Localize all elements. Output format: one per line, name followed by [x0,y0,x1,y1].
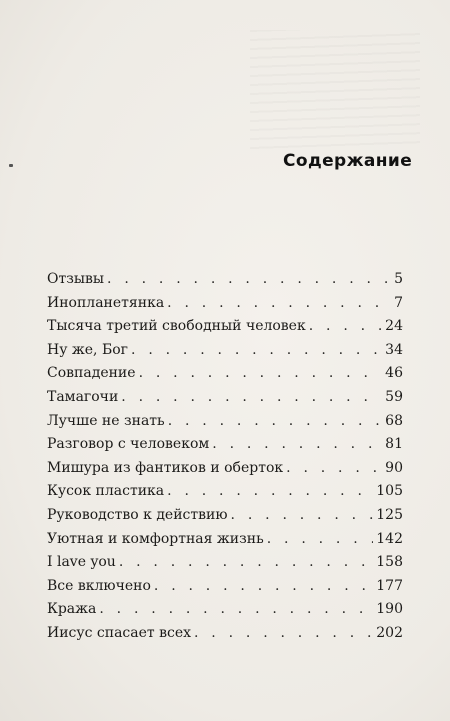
toc-entry-title: Иисус спасает всех [47,624,191,641]
toc-dot-leader [119,551,373,575]
toc-page-number: 105 [376,483,403,500]
ink-speck [9,164,13,167]
toc-entry-title: Мишура из фантиков и оберток [47,459,284,476]
bleed-through-texture [250,30,420,150]
toc-entry [47,292,403,316]
toc-dot-leader [309,315,382,339]
toc-page-number: 202 [376,624,403,641]
toc-entry-title: Тамагочи [47,388,119,405]
toc-entry-title: Ну же, Бог [47,341,129,358]
toc-page-number: 24 [385,318,403,335]
toc-page-number: 81 [385,436,403,453]
toc-entry [47,433,403,457]
toc-entry-title: Уютная и комфортная жизнь [47,530,264,547]
toc-page-number: 68 [385,412,403,429]
toc-dot-leader [231,504,374,528]
toc-list [47,268,403,646]
toc-entry [47,598,403,622]
toc-entry-title: Отзывы [47,271,105,287]
toc-dot-leader [131,339,382,363]
toc-dot-leader [167,480,373,504]
toc-page-number: 190 [376,601,403,618]
toc-page-number: 90 [385,459,403,476]
toc-dot-leader [99,598,373,622]
toc-dot-leader [267,528,374,552]
toc-page-number: 158 [376,554,403,571]
toc-entry-title: Лучше не знать [47,412,165,429]
toc-entry [47,480,403,504]
toc-dot-leader [167,292,391,316]
toc-dot-leader [286,457,382,481]
toc-page-number: 177 [376,577,403,594]
toc-page-number: 5 [394,271,403,287]
toc-dot-leader [121,386,382,410]
toc-entry [47,551,403,575]
toc-page-number: 46 [385,365,403,382]
toc-entry [47,504,403,528]
toc-entry [47,457,403,481]
toc-entry-title: Кусок пластика [47,483,165,500]
toc-entry-title: Руководство к действию [47,506,228,523]
toc-entry-title: I lave you [47,554,116,571]
toc-page-number: 125 [376,506,403,523]
toc-page-number: 142 [376,530,403,547]
toc-entry [47,528,403,552]
toc-entry-title: Тысяча третий свободный человек [47,318,306,335]
toc-dot-leader [212,433,382,457]
toc-title: Содержание [283,151,413,171]
toc-entry [47,339,403,363]
toc-entry-title: Разговор с человеком [47,436,210,453]
toc-dot-leader [168,410,382,434]
toc-dot-leader [139,362,383,386]
toc-entry [47,410,403,434]
toc-entry [47,575,403,599]
toc-entry [47,315,403,339]
toc-entry [47,268,403,292]
toc-entry [47,386,403,410]
toc-entry [47,622,403,646]
toc-page-number: 59 [385,388,403,405]
toc-entry-title: Инопланетянка [47,294,165,311]
toc-entry [47,362,403,386]
toc-dot-leader [107,268,391,292]
toc-dot-leader [154,575,373,599]
toc-page-number: 7 [394,294,403,311]
toc-dot-leader [194,622,373,646]
toc-entry-title: Все включено [47,577,151,594]
toc-entry-title: Кража [47,601,97,618]
toc-entry-title: Совпадение [47,365,136,382]
toc-page-number: 34 [385,341,403,358]
